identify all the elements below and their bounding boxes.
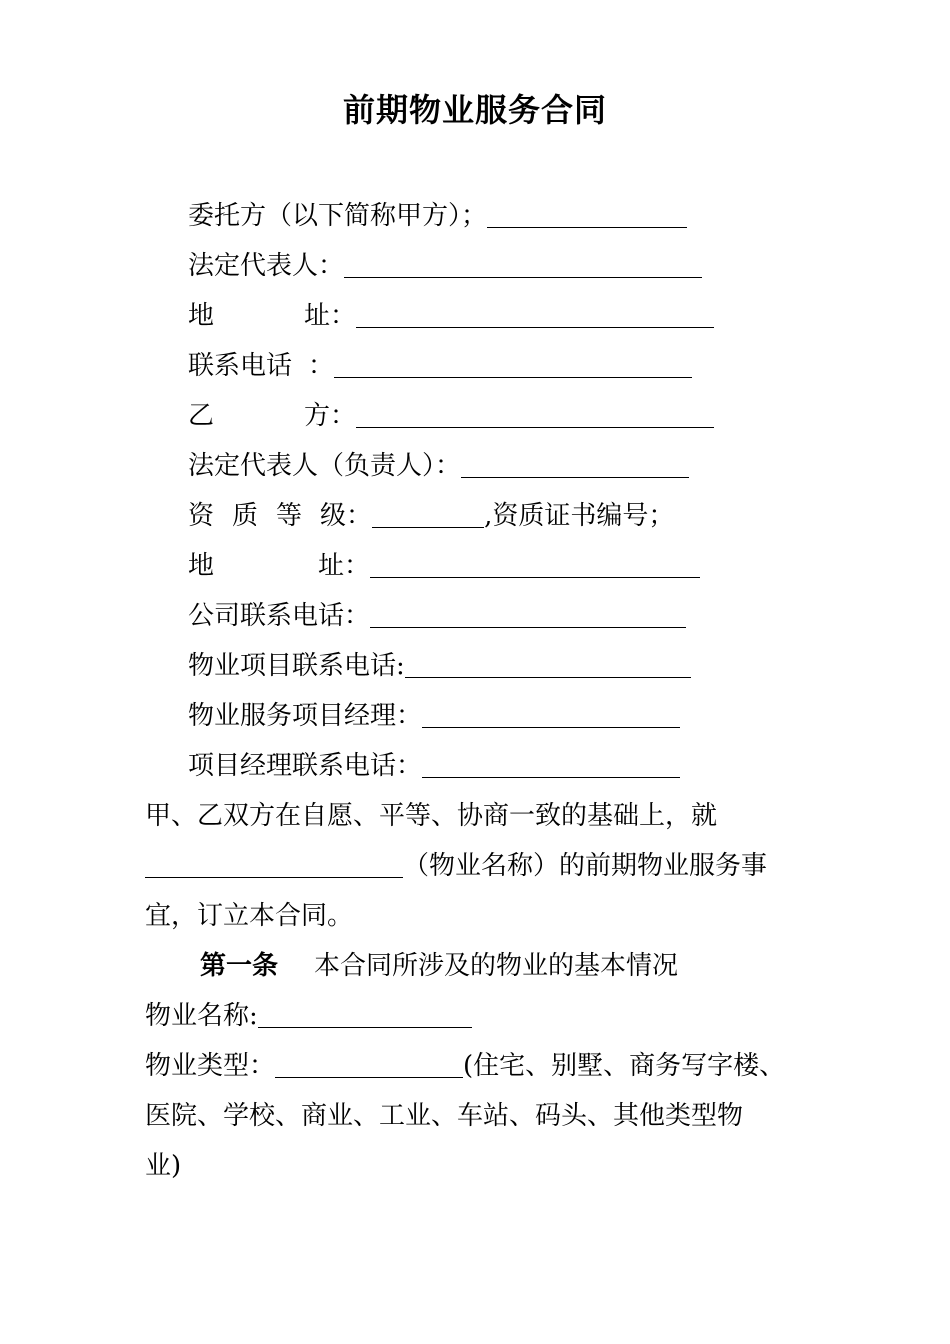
company-phone-blank[interactable] [370,599,686,628]
property-type-line [145,1046,785,1086]
property-type-options-line-3: 业) [145,1151,182,1181]
article-1-title: 本合同所涉及的物业的基本情况 [314,951,679,981]
article-1-number: 第一条 [200,951,279,981]
address-a-blank[interactable] [356,299,714,328]
qual-label-2: 质 [232,501,259,531]
preamble-line-2-text: （物业名称）的前期物业服务事 [403,851,768,881]
party-b-label-part2: 方： [304,401,357,431]
legal-rep-b-blank[interactable] [461,449,689,478]
manager-label: 物业服务项目经理： [188,701,423,731]
property-name-line [145,996,472,1036]
property-type-options-1: (住宅、别墅、商务写字楼、 [463,1051,786,1081]
party-b-line [188,396,714,436]
legal-rep-line [188,246,702,286]
qualification-line [188,496,674,536]
manager-blank[interactable] [422,699,680,728]
address-a-label-part2: 址： [304,301,357,331]
company-phone-label: 公司联系电话： [188,601,371,631]
address-a-line [188,296,714,336]
manager-line [188,696,680,736]
qual-label-1: 资 [188,501,215,531]
phone-a-line [188,346,692,386]
project-phone-line [188,646,691,686]
manager-phone-blank[interactable] [422,749,680,778]
property-name-label: 物业名称: [145,1001,258,1031]
party-b-label-part1: 乙 [188,401,215,431]
preamble-line-1: 甲、乙双方在自愿、平等、协商一致的基础上，就 [145,801,718,831]
legal-rep-b-line [188,446,689,486]
project-phone-blank[interactable] [405,649,691,678]
party-b-blank[interactable] [356,399,714,428]
property-name-field[interactable] [258,999,472,1028]
address-a-label-part1: 地 [188,301,215,331]
client-line [188,196,687,236]
cert-number-label: ,资质证书编号； [484,501,675,531]
phone-a-label-part1: 联系电话 [188,351,293,381]
article-1-heading-line [200,946,678,986]
property-type-blank[interactable] [275,1049,463,1078]
preamble-line-2 [145,846,767,886]
address-b-label-part1: 地 [188,551,215,581]
client-label: 委托方（以下简称甲方）； [188,201,488,231]
address-b-line [188,546,700,586]
document-title: 前期物业服务合同 [342,91,607,129]
phone-a-label-part2: ： [308,351,335,381]
company-phone-line [188,596,686,636]
manager-phone-label: 项目经理联系电话： [188,751,423,781]
address-b-label-part2: 址： [318,551,371,581]
property-name-blank[interactable] [145,849,403,878]
phone-a-blank[interactable] [334,349,692,378]
property-type-options-line-2: 医院、学校、商业、工业、车站、码头、其他类型物 [145,1101,744,1131]
project-phone-label: 物业项目联系电话: [188,651,405,681]
legal-rep-label: 法定代表人： [188,251,345,281]
preamble-line-3: 宜，订立本合同。 [145,901,354,931]
qual-label-4: 级： [320,501,373,531]
legal-rep-blank[interactable] [344,249,702,278]
client-blank[interactable] [487,199,687,228]
property-type-label: 物业类型： [145,1051,276,1081]
qual-label-3: 等 [276,501,303,531]
qualification-blank[interactable] [372,499,484,528]
legal-rep-b-label: 法定代表人（负责人）： [188,451,462,481]
manager-phone-line [188,746,680,786]
address-b-blank[interactable] [370,549,700,578]
